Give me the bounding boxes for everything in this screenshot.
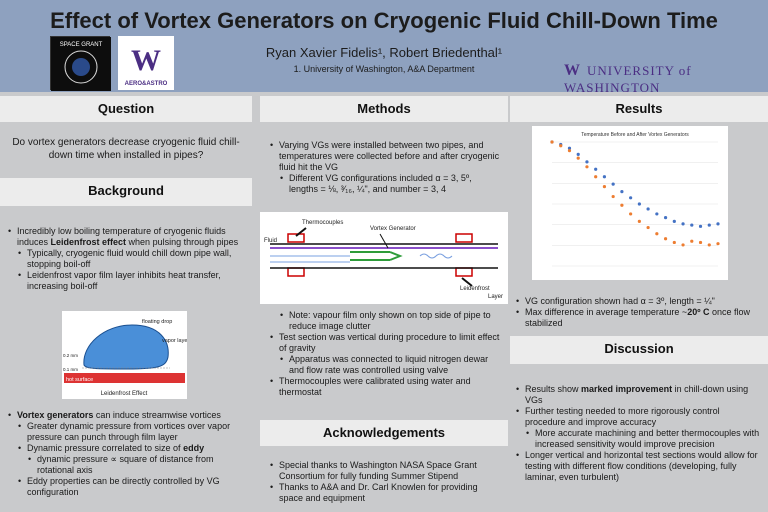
figure-caption: Leidenfrost Effect bbox=[100, 391, 148, 397]
list-item: • Results show marked improvement in chill-down using VGs bbox=[516, 384, 760, 406]
affiliation: 1. University of Washington, A&A Department bbox=[293, 64, 475, 74]
data-point bbox=[550, 140, 553, 143]
apparatus-diagram bbox=[260, 212, 508, 304]
results-heading: Results bbox=[510, 96, 768, 122]
list-item: • Test section was vertical during procedure to limit effect of gravity bbox=[270, 332, 502, 354]
data-point bbox=[638, 202, 641, 205]
list-item: • Thanks to A&A and Dr. Carl Knowlen for providing space and equipment bbox=[270, 482, 502, 504]
data-point bbox=[708, 243, 711, 246]
aero-astro-logo bbox=[118, 36, 174, 90]
data-point bbox=[620, 190, 623, 193]
floating-drop bbox=[84, 325, 168, 369]
svg-text:hot surface: hot surface bbox=[66, 377, 94, 383]
uw-wordmark: W UNIVERSITY of WASHINGTON bbox=[564, 62, 692, 95]
data-point bbox=[585, 160, 588, 163]
authors: Ryan Xavier Fidelis¹, Robert Briedenthal¹ bbox=[265, 45, 503, 60]
uw-w-icon: W bbox=[564, 62, 581, 79]
data-point bbox=[681, 222, 684, 225]
list-item: • Further testing needed to more rigorously control procedure and improve accuracy bbox=[516, 406, 760, 428]
data-point bbox=[664, 216, 667, 219]
poster-title: Effect of Vortex Generators on Cryogenic Fluid Chill-Down Time bbox=[50, 8, 718, 33]
list-item: • More accurate machining and better thermocouples with increased sensitivity would improve precision bbox=[516, 428, 760, 450]
svg-text:Vortex Generator: Vortex Generator bbox=[370, 226, 416, 232]
data-point bbox=[716, 222, 719, 225]
data-point bbox=[629, 212, 632, 215]
background-list-2 bbox=[8, 410, 248, 498]
background-list-1 bbox=[8, 226, 246, 292]
svg-text:W: W bbox=[131, 44, 161, 77]
data-point bbox=[708, 223, 711, 226]
chart-title: Temperature Before and After Vortex Generators bbox=[581, 132, 689, 138]
data-point bbox=[690, 240, 693, 243]
svg-text:Layer: Layer bbox=[488, 294, 504, 300]
discussion-list bbox=[516, 384, 760, 483]
data-point bbox=[568, 149, 571, 152]
results-list bbox=[516, 296, 760, 329]
svg-text:Leidenfrost: Leidenfrost bbox=[460, 286, 490, 292]
data-point bbox=[594, 168, 597, 171]
svg-text:0.1 mm: 0.1 mm bbox=[63, 367, 79, 372]
question-heading: Question bbox=[0, 96, 252, 122]
data-point bbox=[681, 243, 684, 246]
data-point bbox=[699, 225, 702, 228]
list-item: • Thermocouples were calibrated using water and thermostat bbox=[270, 376, 502, 398]
data-point bbox=[629, 196, 632, 199]
data-point bbox=[655, 232, 658, 235]
data-point bbox=[647, 207, 650, 210]
svg-text:floating drop: floating drop bbox=[142, 319, 173, 325]
data-point bbox=[620, 204, 623, 207]
data-point bbox=[603, 175, 606, 178]
background-heading: Background bbox=[0, 178, 252, 206]
list-item: • Longer vertical and horizontal test sections would allow for testing with different flow conditions (developing, fully laminar, even turbulent) bbox=[516, 450, 760, 483]
list-item: • Varying VGs were installed between two pipes, and temperatures were collected before and after cryogenic fluid hit the VG bbox=[270, 140, 502, 173]
data-point bbox=[612, 183, 615, 186]
list-item: • Different VG configurations included α = 3, 5º, lengths = ⅛, ³⁄₁₆, ¼", and number = 3, 4 bbox=[270, 173, 502, 195]
methods-heading: Methods bbox=[260, 96, 508, 122]
question-text: Do vortex generators decrease cryogenic fluid chill-down time when installed in pipes? bbox=[10, 136, 242, 162]
discussion-heading: Discussion bbox=[510, 336, 768, 364]
list-item: • Vortex generators can induce streamwise vortices bbox=[8, 410, 248, 421]
list-item: • Incredibly low boiling temperature of cryogenic fluids induces Leidenfrost effect when pulsing through pipes bbox=[8, 226, 246, 248]
svg-text:0.2 mm: 0.2 mm bbox=[63, 353, 79, 358]
list-item: • Leidenfrost vapor film layer inhibits heat transfer, increasing boil-off bbox=[8, 270, 246, 292]
list-item: • Special thanks to Washington NASA Space Grant Consortium for fully funding Summer Stipend bbox=[270, 460, 502, 482]
data-point bbox=[664, 237, 667, 240]
list-item: • dynamic pressure ∝ square of distance from rotational axis bbox=[8, 454, 248, 476]
data-point bbox=[673, 241, 676, 244]
svg-text:Fluid: Fluid bbox=[264, 238, 278, 244]
data-point bbox=[673, 220, 676, 223]
svg-text:vapor layer: vapor layer bbox=[162, 338, 187, 344]
data-point bbox=[690, 223, 693, 226]
data-point bbox=[594, 175, 597, 178]
list-item: • VG configuration shown had α = 3º, length = ¼" bbox=[516, 296, 760, 307]
aero-logo-text: AERO&ASTRO bbox=[124, 81, 168, 87]
data-point bbox=[612, 195, 615, 198]
methods-list-2 bbox=[270, 310, 502, 398]
data-point bbox=[647, 226, 650, 229]
data-point bbox=[655, 212, 658, 215]
list-item: • Dynamic pressure correlated to size of eddy bbox=[8, 443, 248, 454]
svg-text:Thermocouples: Thermocouples bbox=[302, 220, 344, 226]
list-item: • Note: vapour film only shown on top side of pipe to reduce image clutter bbox=[270, 310, 502, 332]
space-grant-logo bbox=[50, 36, 110, 90]
data-point bbox=[577, 153, 580, 156]
list-item: • Eddy properties can be directly controlled by VG configuration bbox=[8, 476, 248, 498]
acknowledgements-list bbox=[270, 460, 502, 504]
data-point bbox=[716, 242, 719, 245]
leidenfrost-figure bbox=[62, 311, 187, 399]
logo-text: SPACE GRANT bbox=[59, 42, 103, 48]
data-point bbox=[603, 185, 606, 188]
methods-list-1 bbox=[270, 140, 502, 195]
data-point bbox=[699, 241, 702, 244]
data-point bbox=[559, 144, 562, 147]
list-item: • Max difference in average temperature ~20º C once flow stabilized bbox=[516, 307, 760, 329]
data-point bbox=[577, 157, 580, 160]
results-chart bbox=[532, 126, 728, 280]
list-item: • Typically, cryogenic fluid would chill down pipe wall, stopping boil-off bbox=[8, 248, 246, 270]
data-point bbox=[585, 165, 588, 168]
data-point bbox=[638, 220, 641, 223]
list-item: • Greater dynamic pressure from vortices over vapor pressure can punch through film layer bbox=[8, 421, 248, 443]
list-item: • Apparatus was connected to liquid nitrogen dewar and flow rate was controlled using valve bbox=[270, 354, 502, 376]
acknowledgements-heading: Acknowledgements bbox=[260, 420, 508, 446]
